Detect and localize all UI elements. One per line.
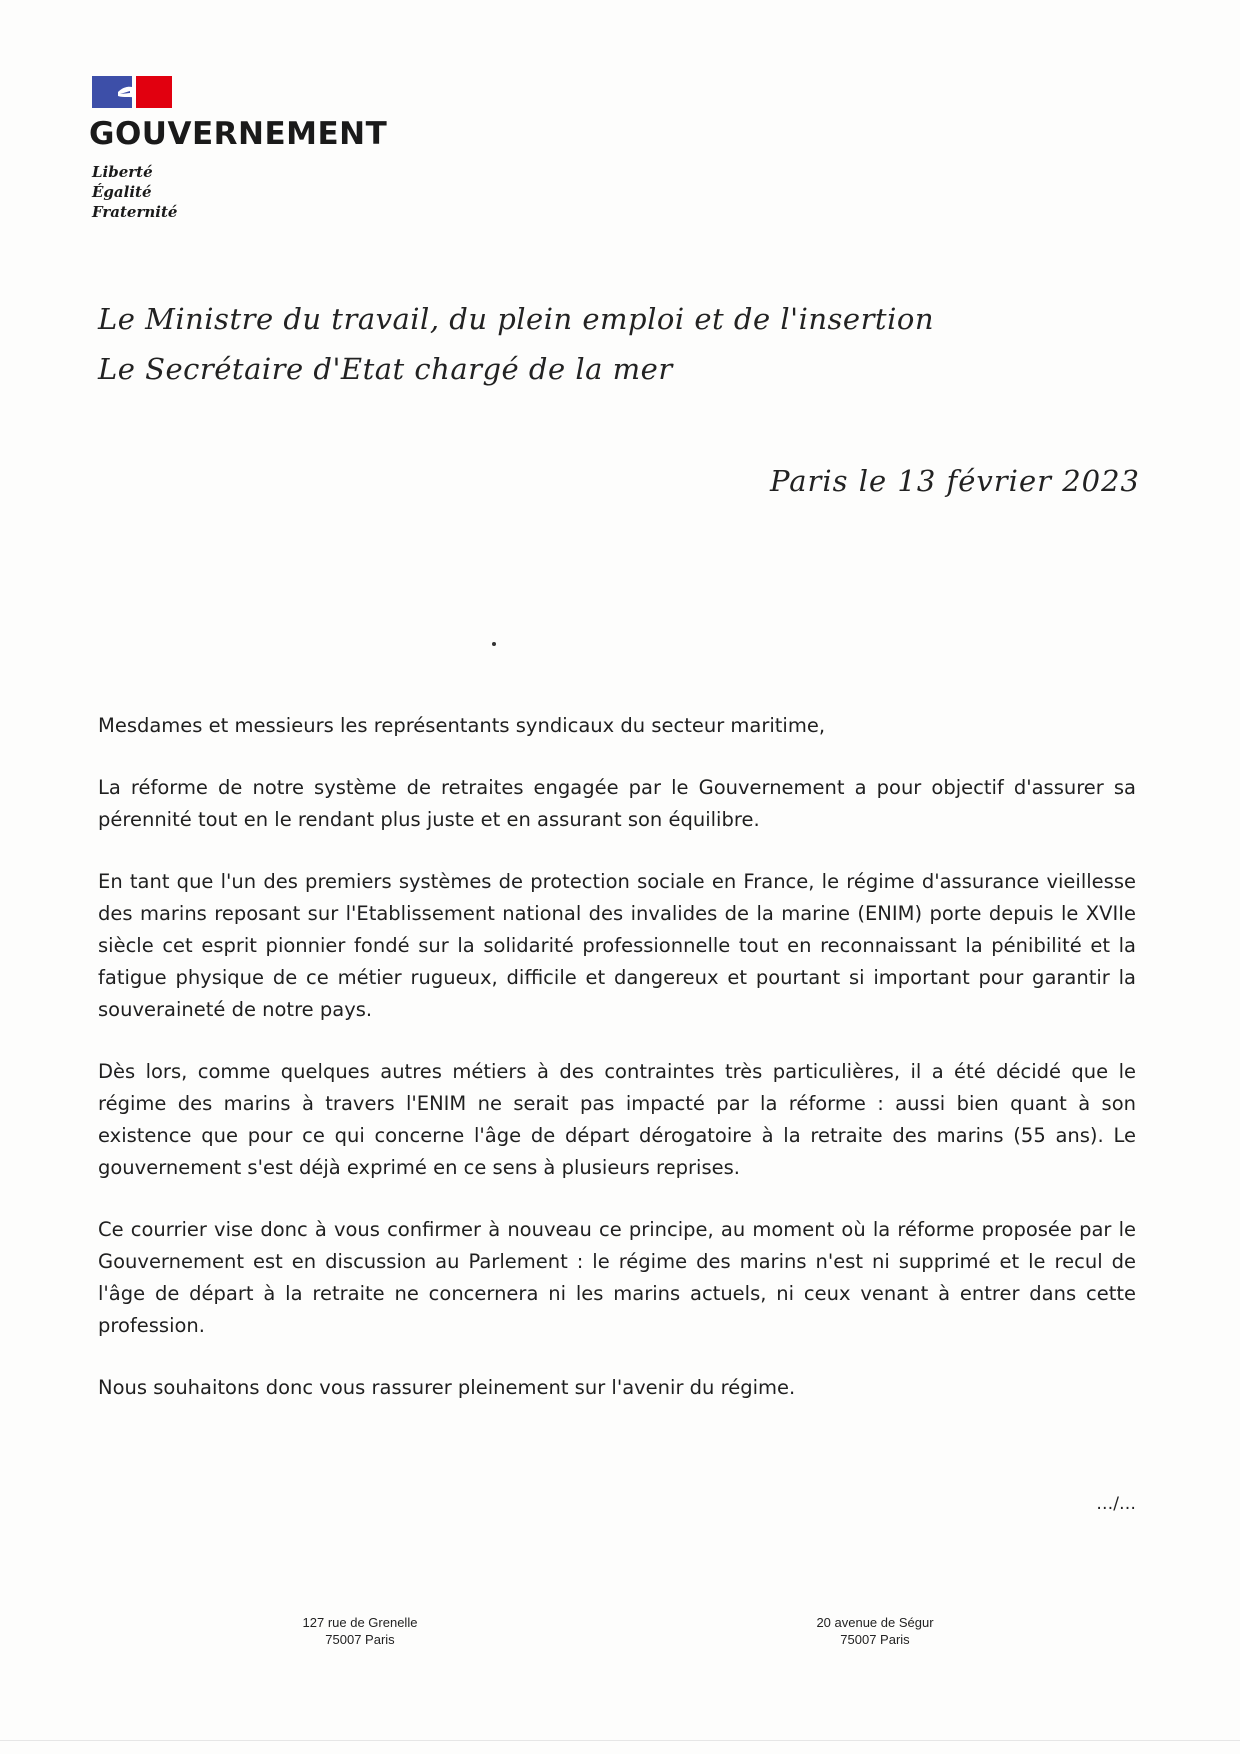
letter-date: Paris le 13 février 2023 [770, 464, 1140, 498]
sender-minister: Le Ministre du travail, du plein emploi et de l'insertion [98, 302, 934, 336]
letter-paragraph-4: Ce courrier vise donc à vous confirmer à nouveau ce principe, au moment où la réforme proposée par le Gouvernement est en discussion au Parlement : le régime des marins n'est ni supprimé et le recul de l'âge de départ à la retraite ne concernera ni les marins actuels, ni ceux venant à entrer dans cette profession. [98, 1218, 1136, 1337]
footer-address-grenelle [280, 1614, 440, 1648]
page-continuation-mark: …/… [1096, 1494, 1136, 1514]
letter-body [98, 710, 1136, 1434]
government-brand: GOUVERNEMENT [89, 116, 388, 152]
page-speck [492, 642, 496, 646]
letter-paragraph-2: En tant que l'un des premiers systèmes de protection sociale en France, le régime d'assurance vieillesse des marins reposant sur l'Etablissement national des invalides de la marine (ENIM) porte depuis le XVIIe siècle cet esprit pionnier fondé sur la solidarité professionnelle tout en reconnaissant la pénibilité et la fatigue physique de ce métier rugueux, difficile et dangereux et pourtant si important pour garantir la souveraineté de notre pays. [98, 870, 1136, 1021]
letter-paragraph-3: Dès lors, comme quelques autres métiers à des contraintes très particulières, il a été décidé que le régime des marins à travers l'ENIM ne serait pas impacté par la réforme : aussi bien quant à son existence que pour ce qui concerne l'âge de départ dérogatoire à la retraite des marins (55 ans). Le gouvernement s'est déjà exprimé en ce sens à plusieurs reprises. [98, 1060, 1136, 1179]
letter-paragraph-5: Nous souhaitons donc vous rassurer pleinement sur l'avenir du régime. [98, 1376, 796, 1399]
marianne-logo [92, 76, 182, 108]
scan-edge-line [0, 1740, 1240, 1741]
motto-fraternite: Fraternité [92, 203, 178, 221]
address-city: 75007 Paris [325, 1632, 395, 1647]
republic-motto [92, 162, 177, 222]
letter-greeting: Mesdames et messieurs les représentants syndicaux du secteur maritime, [98, 714, 826, 737]
motto-liberte: Liberté [92, 163, 153, 181]
address-city: 75007 Paris [840, 1632, 910, 1647]
motto-egalite: Égalité [92, 183, 152, 201]
letter-paragraph-1: La réforme de notre système de retraites engagée par le Gouvernement a pour objectif d'assurer sa pérennité tout en le rendant plus juste et en assurant son équilibre. [98, 776, 1136, 831]
sender-secretary: Le Secrétaire d'Etat chargé de la mer [98, 352, 673, 386]
footer-address-segur [795, 1614, 955, 1648]
address-street: 20 avenue de Ségur [816, 1615, 934, 1630]
address-street: 127 rue de Grenelle [302, 1615, 418, 1630]
